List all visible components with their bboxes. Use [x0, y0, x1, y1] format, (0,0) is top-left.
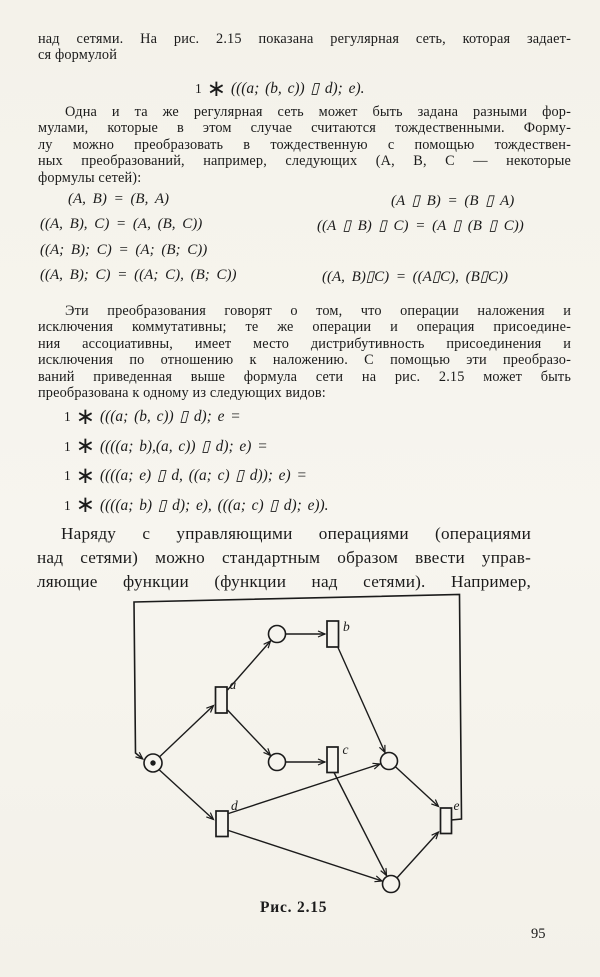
star-operator-icon: ∗ — [206, 75, 227, 101]
text-line: преобразована к одному из следующих видов: — [38, 385, 326, 402]
edge-start-a — [160, 706, 214, 757]
edge-p4-e — [397, 832, 438, 878]
paragraph-3 — [38, 303, 571, 402]
formula-index: 1 — [64, 409, 71, 424]
diagram-transitions — [216, 621, 452, 837]
transition-c-label: c — [342, 742, 349, 757]
transition-e — [441, 808, 452, 834]
derivation-block — [64, 402, 329, 520]
paragraph-1 — [38, 31, 571, 64]
edge-c-p4 — [334, 773, 387, 876]
formula-body: ((((a; b),(a, c)) ▯ d); e) = — [100, 437, 268, 455]
formula-body: (((a; (b, c)) ▯ d); e = — [100, 408, 241, 425]
text-line: мулами, которые в этом случае считаются тождественными. Форму- — [38, 120, 571, 137]
edge-a-p2 — [228, 710, 271, 756]
identity-left: ((A; B); C) = (A; (B; C)) — [40, 241, 208, 258]
feedback-frame — [134, 595, 462, 821]
identity-right — [317, 242, 572, 267]
formula-index: 1 — [195, 81, 202, 96]
diagram-places — [144, 626, 400, 893]
star-operator-icon: ∗ — [75, 403, 96, 429]
figure-caption: Рис. 2.15 — [260, 899, 328, 916]
text-line: ся формулой — [38, 47, 117, 64]
text-line: ваний приведенная выше формула сети на рис. 2.15 может быть — [38, 368, 571, 385]
formula-body: ((((a; b) ▯ d); e), (((a; c) ▯ d); e)). — [100, 496, 329, 514]
derivation-line — [64, 491, 329, 521]
formula-body: ((((a; e) ▯ d, ((a; c) ▯ d)); e) = — [100, 467, 307, 485]
formula-index: 1 — [64, 497, 71, 513]
identity-right: ((A ▯ B) ▯ C) = (A ▯ (B ▯ C)) — [317, 218, 524, 235]
star-operator-icon: ∗ — [75, 492, 96, 518]
text-line: над сетями. На рис. 2.15 показана регулярная сеть, которая задает- — [38, 31, 571, 47]
text-line: лу можно преобразовать в тождественную с помощью тождествен- — [38, 136, 571, 153]
text-line: ных преобразований, например, следующих (A, B, C — некоторые — [38, 153, 571, 170]
text-line: формулы сетей): — [38, 169, 142, 186]
text-line: над сетями) можно стандартным образом ввести управ- — [37, 548, 531, 568]
formula-main — [195, 74, 364, 104]
derivation-line — [64, 432, 329, 462]
star-operator-icon: ∗ — [75, 462, 96, 488]
edge-d-p4 — [229, 831, 383, 882]
text-line: ляющие функции (функции над сетями). Например, — [37, 572, 531, 592]
page-number: 95 — [531, 926, 546, 942]
identity-left: ((A, B); C) = ((A; C), (B; C)) — [40, 266, 237, 283]
transition-c — [327, 747, 338, 773]
text-line: ния ассоциативны, имеет место дистрибутивность присоединения и — [38, 335, 571, 352]
token-dot-icon — [150, 760, 155, 765]
identity-left: (A, B) = (B, A) — [68, 191, 169, 207]
transition-b — [327, 621, 339, 647]
edge-d-p3 — [229, 764, 381, 814]
derivation-line — [64, 461, 329, 491]
edge-b-p3 — [338, 648, 385, 753]
place-p2 — [269, 754, 286, 771]
identities-table — [40, 191, 572, 292]
identity-row — [40, 242, 572, 267]
star-operator-icon: ∗ — [75, 433, 96, 459]
text-line: Эти преобразования говорят о том, что операции наложения и — [65, 303, 571, 319]
identity-row — [40, 191, 572, 216]
identity-row — [40, 267, 572, 292]
derivation-line — [64, 402, 329, 432]
transition-d-label: d — [231, 798, 238, 813]
paragraph-4 — [37, 522, 531, 595]
place-p3 — [381, 753, 398, 770]
place-p4 — [383, 876, 400, 893]
identity-left: ((A, B), C) = (A, (B, C)) — [40, 216, 203, 233]
transition-e-label: e — [453, 798, 460, 813]
paragraph-2 — [38, 104, 571, 186]
text-line: Наряду с управляющими операциями (операциями — [61, 524, 531, 543]
formula-index: 1 — [64, 468, 71, 484]
place-p1 — [269, 626, 286, 643]
edge-start-d — [159, 770, 213, 820]
figure-network-diagram — [120, 585, 472, 930]
transition-a-label: a — [229, 677, 237, 692]
text-line: Одна и та же регулярная сеть может быть задана разными фор- — [65, 104, 571, 120]
transition-d — [216, 811, 228, 837]
identity-right: (A ▯ B) = (B ▯ A) — [391, 193, 515, 209]
text-line: исключения коммутативны; те же операции и операция присоедине- — [38, 319, 571, 336]
transition-a — [216, 687, 228, 713]
transition-b-label: b — [343, 619, 350, 634]
identity-row — [40, 216, 572, 241]
formula-body: (((a; (b, c)) ▯ d); e). — [231, 80, 365, 97]
text-line: исключения по отношению к наложению. С помощью эти преобразо- — [38, 352, 571, 369]
formula-index: 1 — [64, 438, 71, 454]
edge-p3-e — [396, 767, 439, 807]
identity-right: ((A, B)▯C) = ((A▯C), (B▯C)) — [322, 268, 509, 285]
